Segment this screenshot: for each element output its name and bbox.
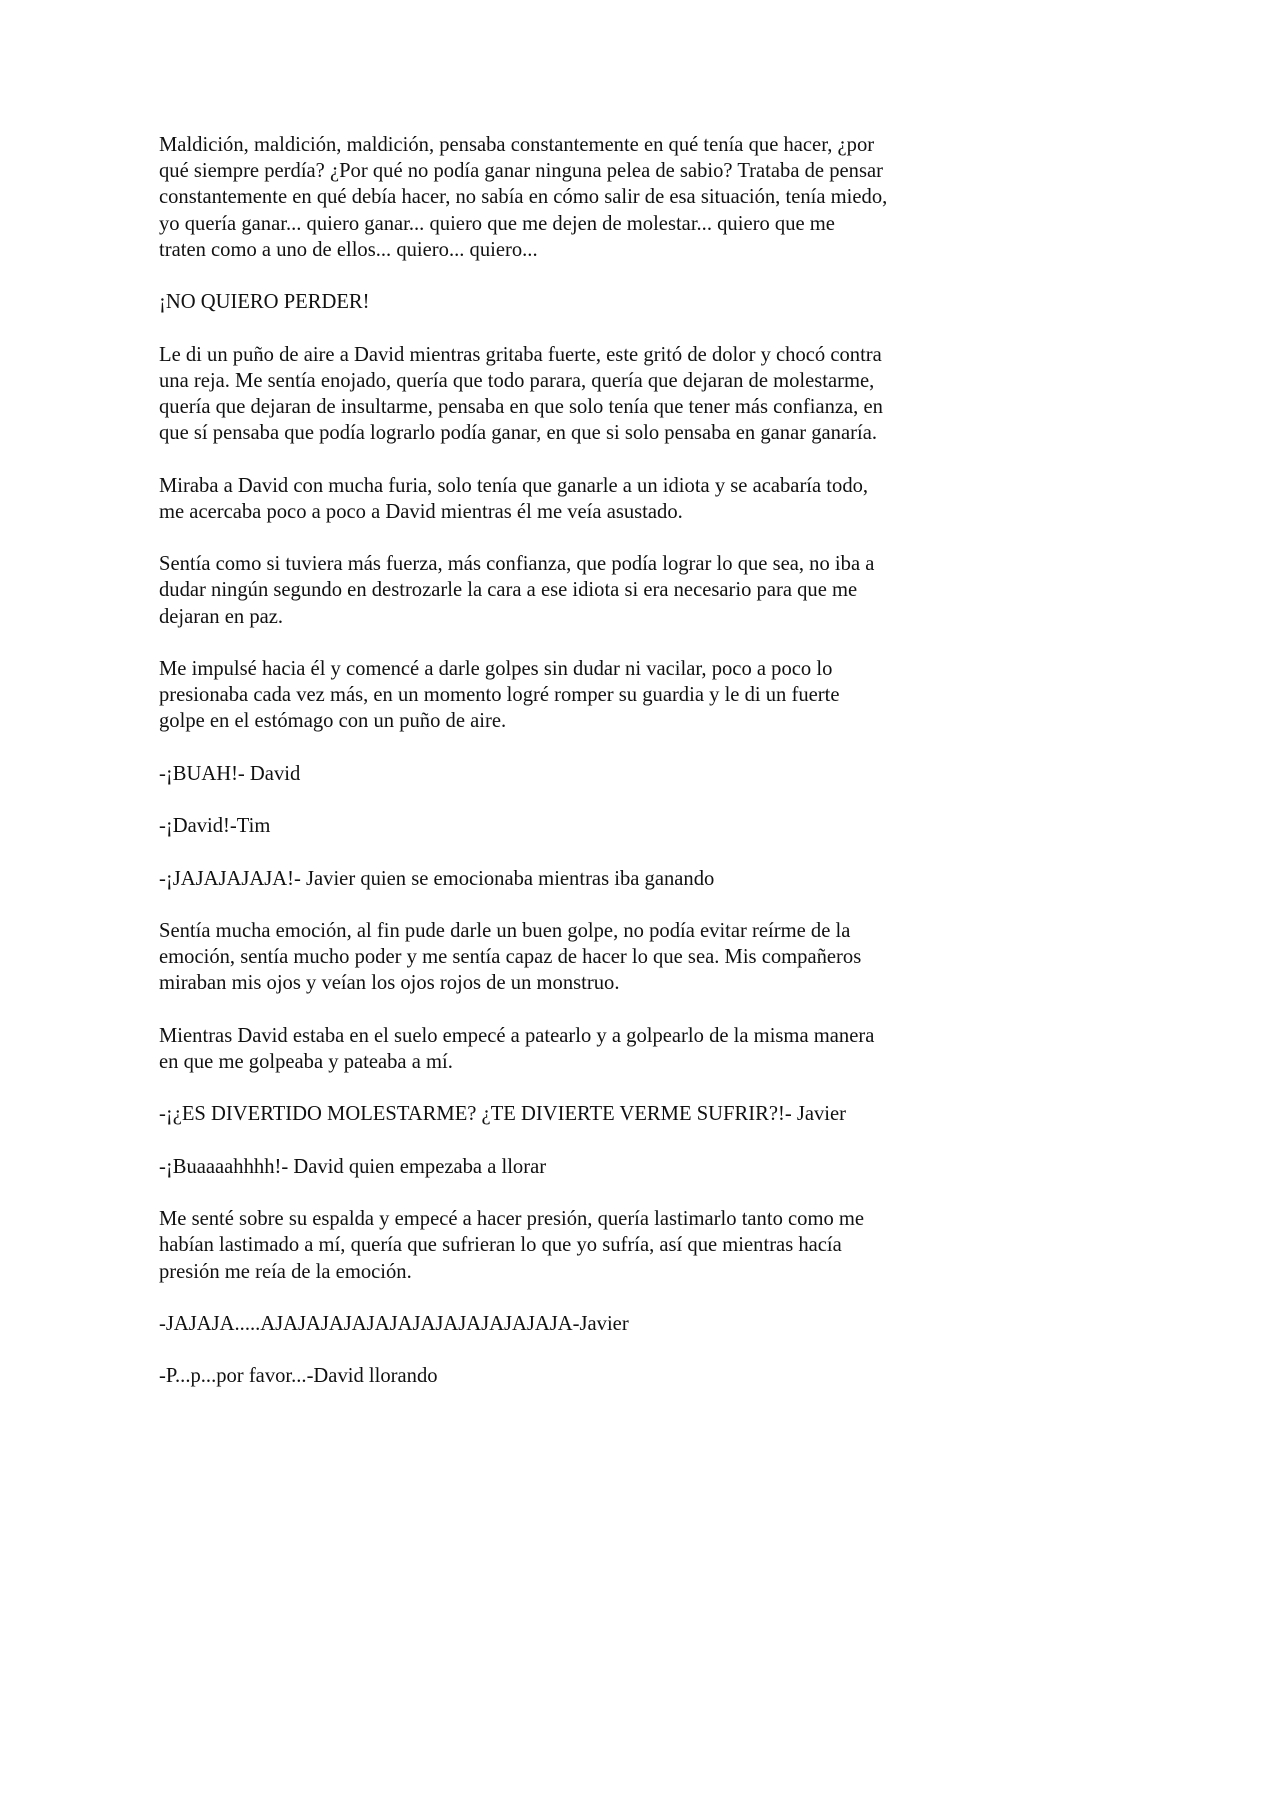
paragraph-dialogue bbox=[159, 1311, 1119, 1337]
text-line: traten como a uno de ellos... quiero... quiero... bbox=[159, 238, 538, 261]
document-page bbox=[159, 132, 1119, 1416]
text-line: -¡David!-Tim bbox=[159, 815, 271, 838]
text-line: presión me reía de la emoción. bbox=[159, 1260, 412, 1283]
text-line: Mientras David estaba en el suelo empecé a patearlo y a golpearlo de la misma manera bbox=[159, 1024, 875, 1047]
text-line: -¡¿ES DIVERTIDO MOLESTARME? ¿TE DIVIERTE VERME SUFRIR?!- Javier bbox=[159, 1103, 846, 1126]
paragraph-narration bbox=[159, 1023, 1119, 1075]
paragraph-narration bbox=[159, 473, 1119, 525]
text-line: habían lastimado a mí, quería que sufrieran lo que yo sufría, así que mientras hacía bbox=[159, 1234, 842, 1257]
paragraph-dialogue bbox=[159, 1101, 1119, 1127]
text-line: ¡NO QUIERO PERDER! bbox=[159, 291, 370, 314]
text-line: -¡JAJAJAJAJA!- Javier quien se emocionaba mientras iba ganando bbox=[159, 867, 715, 890]
text-line: golpe en el estómago con un puño de aire. bbox=[159, 710, 507, 733]
text-line: Le di un puño de aire a David mientras gritaba fuerte, este gritó de dolor y chocó contra bbox=[159, 343, 882, 366]
text-line: -P...p...por favor...-David llorando bbox=[159, 1365, 438, 1388]
text-line: -JAJAJA.....AJAJAJAJAJAJAJAJAJAJAJAJAJA-Javier bbox=[159, 1312, 629, 1335]
text-line: -¡Buaaaahhhh!- David quien empezaba a llorar bbox=[159, 1155, 547, 1178]
paragraph-dialogue bbox=[159, 1363, 1119, 1389]
text-line: en que me golpeaba y pateaba a mí. bbox=[159, 1050, 453, 1073]
text-line: Sentía mucha emoción, al fin pude darle un buen golpe, no podía evitar reírme de la bbox=[159, 919, 851, 942]
paragraph-narration bbox=[159, 132, 1119, 263]
text-line: Sentía como si tuviera más fuerza, más confianza, que podía lograr lo que sea, no iba a bbox=[159, 553, 875, 576]
text-line: me acercaba poco a poco a David mientras él me veía asustado. bbox=[159, 500, 683, 523]
text-line: emoción, sentía mucho poder y me sentía capaz de hacer lo que sea. Mis compañeros bbox=[159, 946, 862, 969]
paragraph-narration bbox=[159, 342, 1119, 447]
paragraph-dialogue bbox=[159, 866, 1119, 892]
text-line: que sí pensaba que podía lograrlo podía ganar, en que si solo pensaba en ganar ganaría. bbox=[159, 422, 877, 445]
paragraph-narration bbox=[159, 551, 1119, 630]
text-line: yo quería ganar... quiero ganar... quiero que me dejen de molestar... quiero que me bbox=[159, 212, 835, 235]
text-line: una reja. Me sentía enojado, quería que todo parara, quería que dejaran de molestarme, bbox=[159, 369, 875, 392]
text-line: presionaba cada vez más, en un momento logré romper su guardia y le di un fuerte bbox=[159, 684, 840, 707]
paragraph-narration bbox=[159, 1206, 1119, 1285]
text-line: miraban mis ojos y veían los ojos rojos de un monstruo. bbox=[159, 972, 620, 995]
text-line: Me impulsé hacia él y comencé a darle golpes sin dudar ni vacilar, poco a poco lo bbox=[159, 657, 833, 680]
paragraph-narration bbox=[159, 918, 1119, 997]
paragraph-dialogue bbox=[159, 1154, 1119, 1180]
paragraph-dialogue bbox=[159, 813, 1119, 839]
text-line: Me senté sobre su espalda y empecé a hacer presión, quería lastimarlo tanto como me bbox=[159, 1208, 865, 1231]
paragraph-dialogue bbox=[159, 761, 1119, 787]
text-line: dejaran en paz. bbox=[159, 605, 284, 628]
text-line: quería que dejaran de insultarme, pensaba en que solo tenía que tener más confianza, en bbox=[159, 396, 883, 418]
text-line: qué siempre perdía? ¿Por qué no podía ganar ninguna pelea de sabio? Trataba de pensar bbox=[159, 160, 883, 183]
text-line: -¡BUAH!- David bbox=[159, 762, 301, 785]
paragraph-exclamation bbox=[159, 289, 1119, 315]
paragraph-narration bbox=[159, 656, 1119, 735]
text-line: Maldición, maldición, maldición, pensaba constantemente en qué tenía que hacer, ¿por bbox=[159, 134, 875, 156]
text-line: dudar ningún segundo en destrozarle la cara a ese idiota si era necesario para que me bbox=[159, 579, 858, 602]
text-line: Miraba a David con mucha furia, solo tenía que ganarle a un idiota y se acabaría todo, bbox=[159, 474, 869, 497]
text-line: constantemente en qué debía hacer, no sabía en cómo salir de esa situación, tenía miedo, bbox=[159, 186, 888, 209]
